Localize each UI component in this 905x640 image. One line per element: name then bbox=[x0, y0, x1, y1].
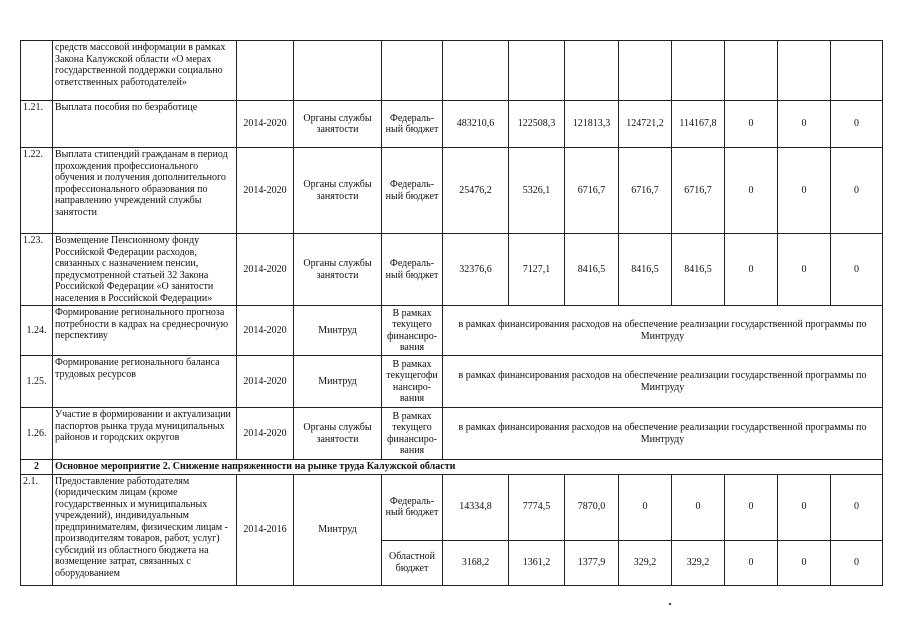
row-amount: 14334,8 bbox=[443, 474, 509, 540]
row-amount: 1361,2 bbox=[509, 540, 565, 585]
table-row bbox=[21, 306, 883, 356]
row-executor: Органы службы занятости bbox=[294, 148, 382, 234]
row-budget-source: Федераль-ный бюджет bbox=[382, 101, 443, 148]
row-funding-note: в рамках финансирования расходов на обеспечение реализации государственной программы по Минтруду bbox=[443, 356, 883, 408]
row-executor: Органы службы занятости bbox=[294, 101, 382, 148]
row-description: Предоставление работодателям (юридическим лицам (кроме государственных и муниципальных учреждений), индивидуальным предпринимателям, физическим лицам - производителям товаров, работ, услуг) субсидий из областного бюджета на возмещение затрат, связанных с оборудованием bbox=[53, 474, 237, 585]
row-period: 2014-2020 bbox=[237, 148, 294, 234]
section-title: Основное мероприятие 2. Снижение напряженности на рынке труда Калужской области bbox=[53, 460, 883, 475]
row-budget-source: Федераль-ный бюджет bbox=[382, 234, 443, 306]
row-amount: 483210,6 bbox=[443, 101, 509, 148]
row-amount: 0 bbox=[831, 540, 883, 585]
row-amount: 7127,1 bbox=[509, 234, 565, 306]
table-row bbox=[21, 408, 883, 460]
row-budget-source: В рамках текущего финансиро-вания bbox=[382, 408, 443, 460]
row-budget-source: Федераль-ный бюджет bbox=[382, 474, 443, 540]
row-budget-source: В рамках текущего финансиро-вания bbox=[382, 306, 443, 356]
row-number bbox=[21, 41, 53, 101]
row-number: 1.25. bbox=[21, 356, 53, 408]
row-description: Формирование регионального прогноза потребности в кадрах на среднесрочную перспективу bbox=[53, 306, 237, 356]
row-amount: 8416,5 bbox=[672, 234, 725, 306]
row-period: 2014-2020 bbox=[237, 234, 294, 306]
table-row bbox=[21, 101, 883, 148]
row-executor: Органы службы занятости bbox=[294, 234, 382, 306]
row-amount: 0 bbox=[778, 234, 831, 306]
row-executor: Минтруд bbox=[294, 356, 382, 408]
row-amount: 0 bbox=[725, 474, 778, 540]
row-budget-source: Областной бюджет bbox=[382, 540, 443, 585]
row-amount: 0 bbox=[831, 101, 883, 148]
row-executor: Минтруд bbox=[294, 306, 382, 356]
row-description: Возмещение Пенсионному фонду Российской Федерации расходов, связанных с назначением пенсии, предусмотренной статьей 32 Закона Российской Федерации «О занятости населения в Российской Федерации» bbox=[53, 234, 237, 306]
row-executor: Минтруд bbox=[294, 474, 382, 585]
row-period: 2014-2020 bbox=[237, 408, 294, 460]
row-amount: 6716,7 bbox=[565, 148, 619, 234]
row-budget-source: Федераль-ный бюджет bbox=[382, 148, 443, 234]
row-amount: 121813,3 bbox=[565, 101, 619, 148]
row-amount: 6716,7 bbox=[619, 148, 672, 234]
row-number: 1.21. bbox=[21, 101, 53, 148]
row-amount: 25476,2 bbox=[443, 148, 509, 234]
row-amount bbox=[509, 41, 565, 101]
row-amount: 3168,2 bbox=[443, 540, 509, 585]
row-number: 1.22. bbox=[21, 148, 53, 234]
row-amount: 0 bbox=[725, 540, 778, 585]
row-amount: 5326,1 bbox=[509, 148, 565, 234]
row-amount bbox=[672, 41, 725, 101]
page-speck bbox=[669, 603, 671, 605]
row-amount bbox=[565, 41, 619, 101]
row-number: 1.23. bbox=[21, 234, 53, 306]
row-amount: 114167,8 bbox=[672, 101, 725, 148]
row-description: Формирование регионального баланса трудовых ресурсов bbox=[53, 356, 237, 408]
row-period: 2014-2020 bbox=[237, 306, 294, 356]
row-amount: 1377,9 bbox=[565, 540, 619, 585]
row-amount: 6716,7 bbox=[672, 148, 725, 234]
row-amount bbox=[778, 41, 831, 101]
table-row bbox=[21, 474, 883, 540]
section-header-row bbox=[21, 460, 883, 475]
row-amount: 7774,5 bbox=[509, 474, 565, 540]
row-amount bbox=[443, 41, 509, 101]
row-amount: 124721,2 bbox=[619, 101, 672, 148]
row-amount: 0 bbox=[831, 148, 883, 234]
row-amount: 32376,6 bbox=[443, 234, 509, 306]
row-amount: 0 bbox=[619, 474, 672, 540]
row-budget-source bbox=[382, 41, 443, 101]
row-executor: Органы службы занятости bbox=[294, 408, 382, 460]
row-amount: 0 bbox=[725, 101, 778, 148]
row-amount: 0 bbox=[725, 234, 778, 306]
row-period: 2014-2020 bbox=[237, 356, 294, 408]
row-number: 2.1. bbox=[21, 474, 53, 585]
section-number: 2 bbox=[21, 460, 53, 475]
row-period: 2014-2016 bbox=[237, 474, 294, 585]
table-row bbox=[21, 356, 883, 408]
row-period: 2014-2020 bbox=[237, 101, 294, 148]
row-amount bbox=[725, 41, 778, 101]
row-amount: 8416,5 bbox=[565, 234, 619, 306]
row-description: Выплата пособия по безработице bbox=[53, 101, 237, 148]
row-number: 1.24. bbox=[21, 306, 53, 356]
program-measures-table bbox=[20, 40, 883, 586]
row-funding-note: в рамках финансирования расходов на обеспечение реализации государственной программы по Минтруду bbox=[443, 408, 883, 460]
row-amount bbox=[831, 41, 883, 101]
row-amount: 0 bbox=[778, 101, 831, 148]
row-budget-source: В рамках текущегофи нансиро-вания bbox=[382, 356, 443, 408]
row-amount: 0 bbox=[778, 474, 831, 540]
row-amount: 0 bbox=[778, 148, 831, 234]
row-amount: 329,2 bbox=[619, 540, 672, 585]
table-row bbox=[21, 234, 883, 306]
row-number: 1.26. bbox=[21, 408, 53, 460]
row-amount bbox=[619, 41, 672, 101]
row-funding-note: в рамках финансирования расходов на обеспечение реализации государственной программы по Минтруду bbox=[443, 306, 883, 356]
row-description: средств массовой информации в рамках Закона Калужской области «О мерах государственной поддержки социально ответственных работодателей» bbox=[53, 41, 237, 101]
row-executor bbox=[294, 41, 382, 101]
row-amount: 0 bbox=[831, 474, 883, 540]
row-description: Участие в формировании и актуализации паспортов рынка труда муниципальных районов и городских округов bbox=[53, 408, 237, 460]
row-amount: 7870,0 bbox=[565, 474, 619, 540]
row-period bbox=[237, 41, 294, 101]
row-amount: 0 bbox=[725, 148, 778, 234]
row-amount: 0 bbox=[778, 540, 831, 585]
row-amount: 122508,3 bbox=[509, 101, 565, 148]
row-amount: 8416,5 bbox=[619, 234, 672, 306]
row-amount: 329,2 bbox=[672, 540, 725, 585]
table-row bbox=[21, 148, 883, 234]
row-amount: 0 bbox=[831, 234, 883, 306]
table-row bbox=[21, 41, 883, 101]
row-description: Выплата стипендий гражданам в период прохождения профессионального обучения и получения дополнительного профессионального образования по направлению учреждений службы занятости bbox=[53, 148, 237, 234]
row-amount: 0 bbox=[672, 474, 725, 540]
